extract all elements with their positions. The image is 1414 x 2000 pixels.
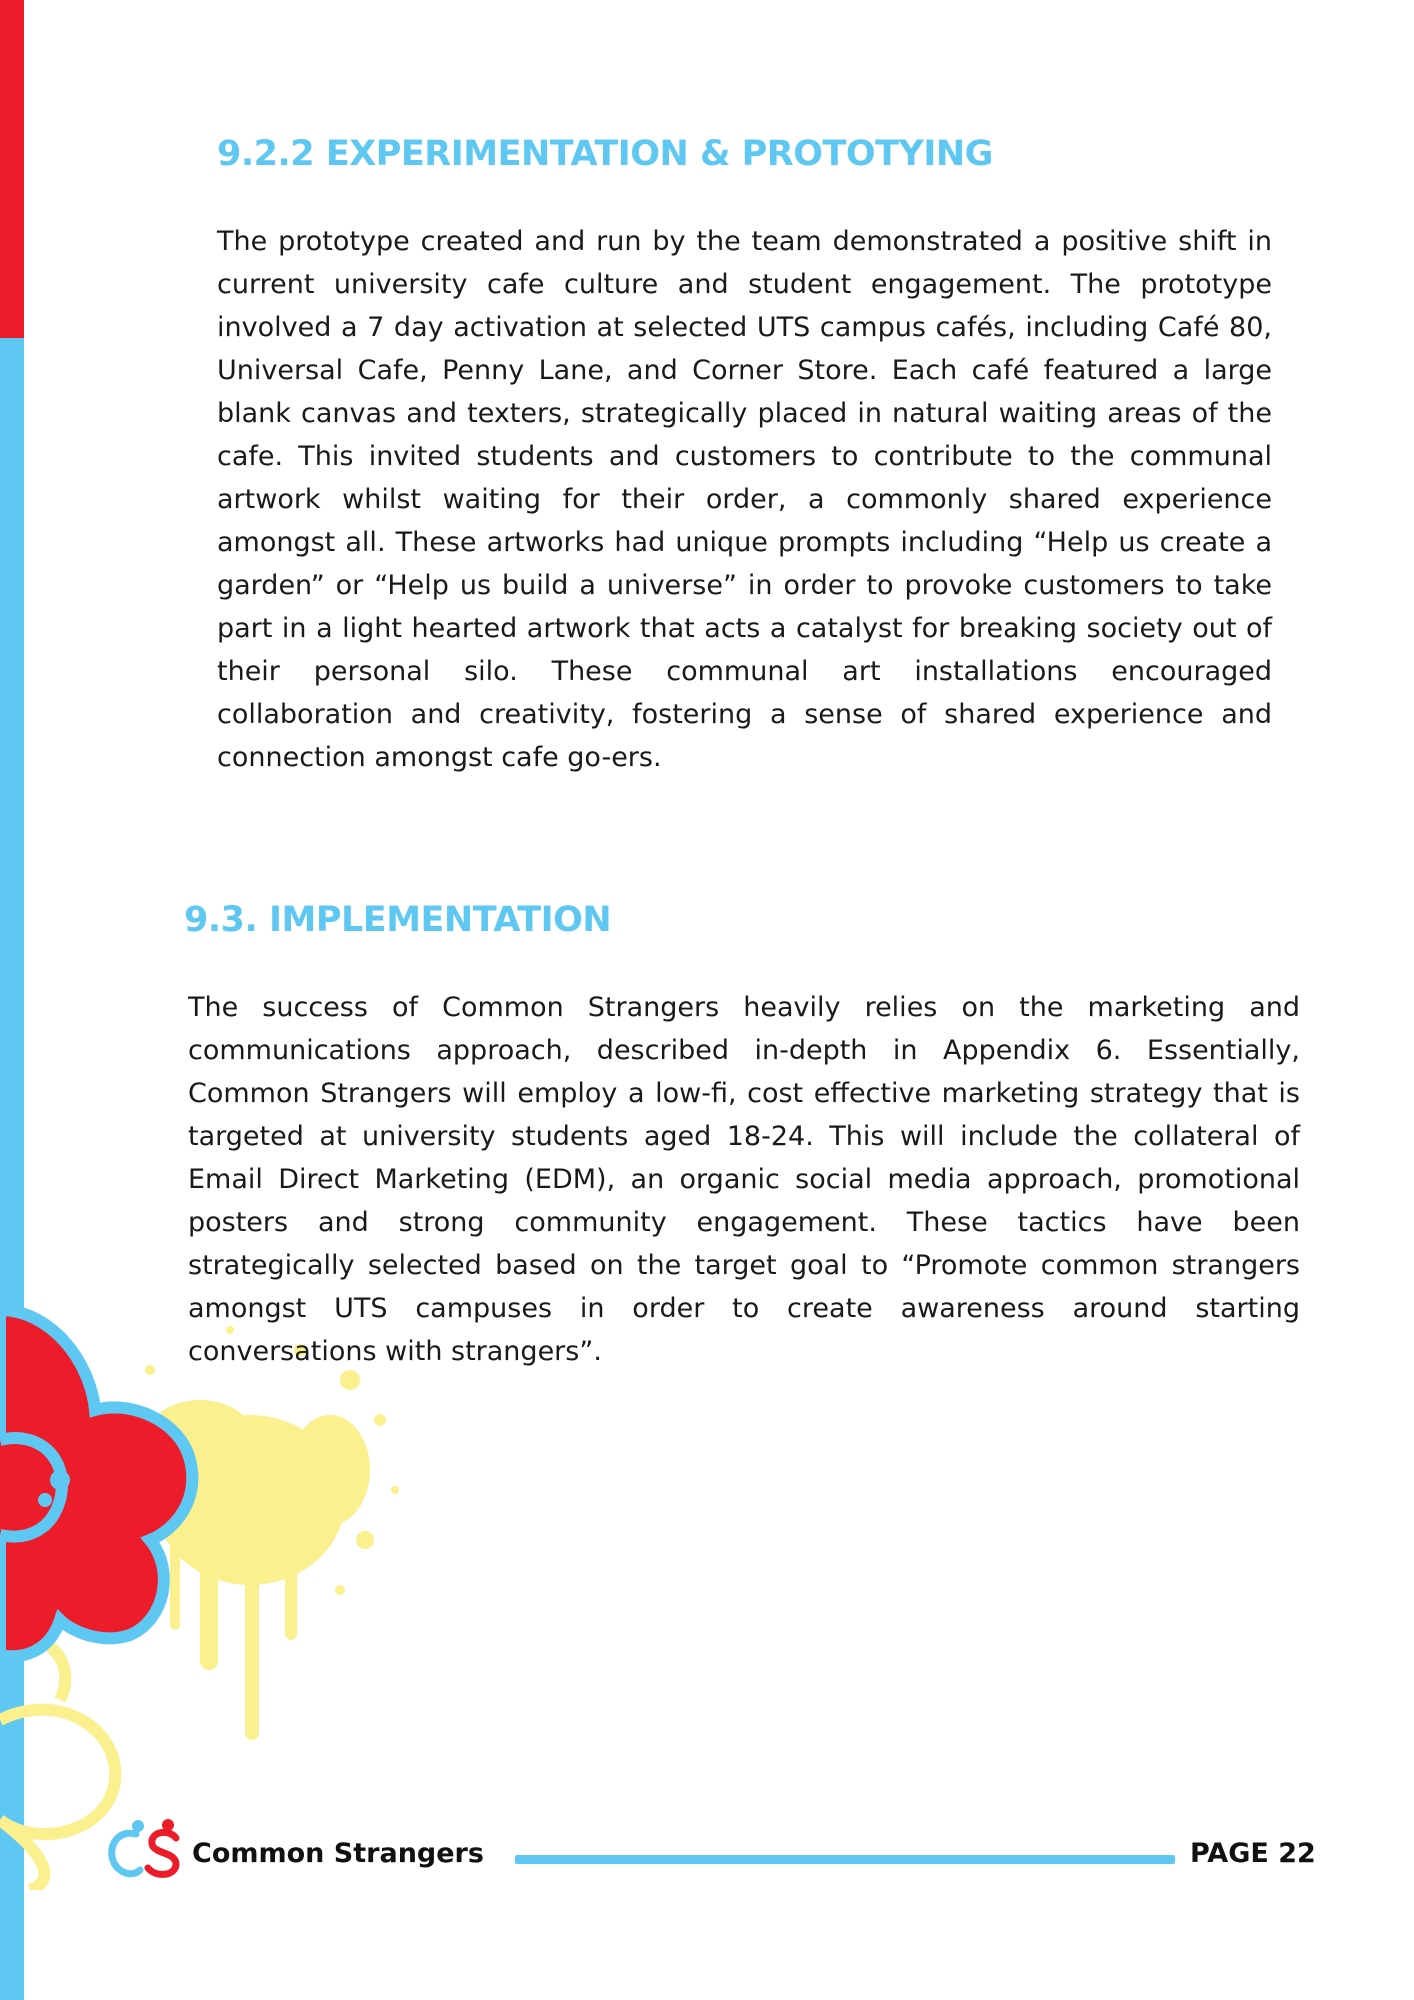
footer-divider-line (515, 1855, 1175, 1864)
side-bar-red (0, 0, 24, 338)
page-number: PAGE 22 (1190, 1838, 1316, 1869)
yellow-outline-loops (0, 1640, 115, 1890)
section-body-experimentation: The prototype created and run by the team demonstrated a positive shift in current university cafe culture and student engagement. The prototype involved a 7 day activation at selected UTS campus cafés, including Café 80, Universal Cafe, Penny Lane, and Corner Store. Each café featured a large blank canvas and texters, strategically placed in natural waiting areas of the cafe. This invited students and customers to contribute to the communal artwork whilst waiting for their order, a commonly shared experience amongst all. These artworks had unique prompts including “Help us create a garden” or “Help us build a universe” in order to provoke customers to take part in a light hearted artwork that acts a catalyst for breaking society out of their personal silo. These communal art installations encouraged collaboration and creativity, fostering a sense of shared experience and connection amongst cafe go-ers. (217, 226, 1272, 773)
section-heading-implementation: 9.3. IMPLEMENTATION (184, 900, 612, 940)
common-strangers-logo (102, 1818, 182, 1880)
section-body-implementation: The success of Common Strangers heavily relies on the marketing and communications approach, described in-depth in Appendix 6. Essentially, Common Strangers will employ a low-fi, cost effective marketing strategy that is targeted at university students aged 18-24. This will include the collateral of Email Direct Marketing (EDM), an organic social media approach, promotional posters and strong community engagement. These tactics have been strategically selected based on the target goal to “Promote common strangers amongst UTS campuses in order to create awareness around starting conversations with strangers”. (188, 992, 1300, 1367)
section-heading-experimentation: 9.2.2 EXPERIMENTATION & PROTOTYING (217, 134, 993, 174)
yellow-paint-splatter (145, 1326, 399, 1740)
flower-splatter-decoration (0, 1290, 440, 1890)
footer-brand-name: Common Strangers (192, 1838, 484, 1869)
red-flower (0, 1310, 192, 1656)
